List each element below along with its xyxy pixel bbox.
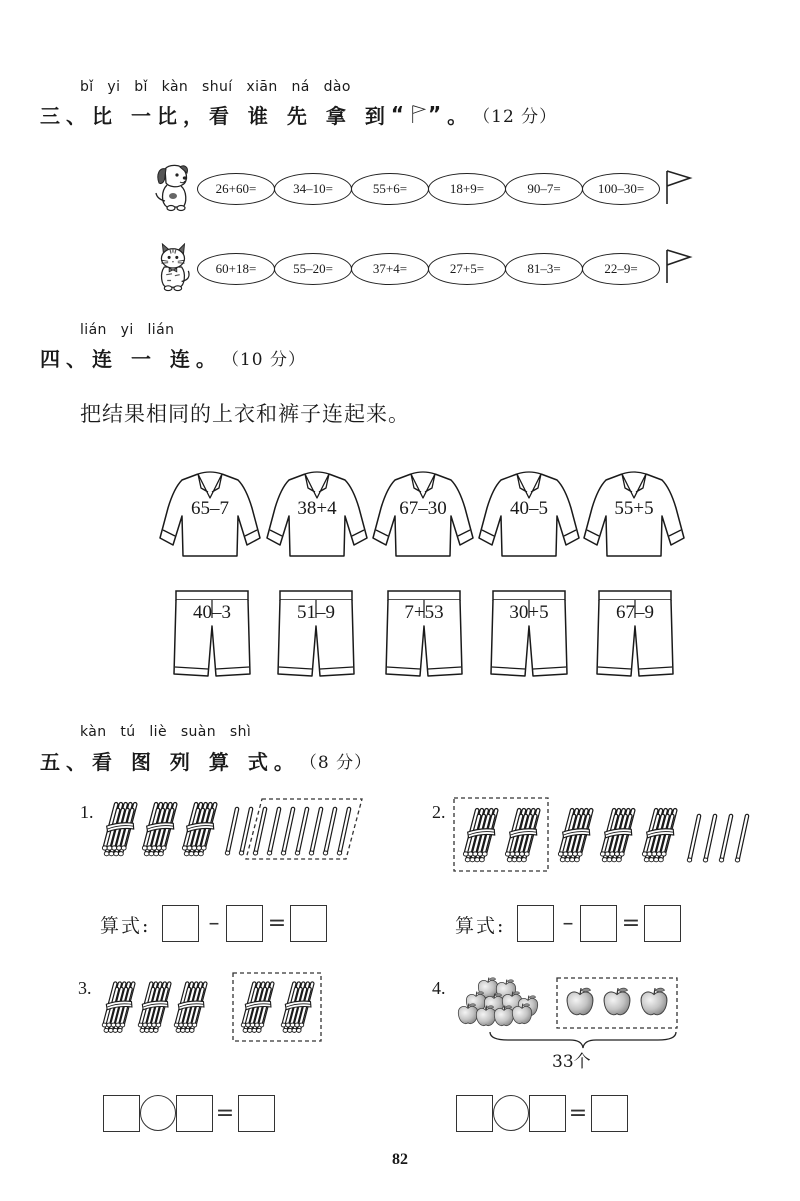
shirt-expression: 40–5 (510, 498, 548, 519)
stick-bundle (642, 810, 675, 861)
section-5-score: （8 分） (299, 752, 373, 773)
stick-bundle (241, 984, 272, 1033)
single-stick (687, 816, 699, 862)
answer-box[interactable] (290, 905, 327, 942)
expression-oval[interactable]: 18+9= (428, 173, 506, 205)
minus-sign: – (208, 911, 220, 936)
pants[interactable] (595, 588, 675, 680)
heading-period: 。 (447, 103, 474, 128)
item-4-picture (452, 966, 684, 1050)
single-stick (253, 809, 265, 855)
formula-label: 算式: (100, 915, 151, 937)
section-5-heading (40, 747, 372, 773)
single-stick (735, 816, 747, 862)
expression-oval[interactable]: 100–30= (582, 173, 660, 205)
shirt[interactable] (371, 468, 475, 560)
item-1-picture (96, 796, 371, 866)
single-stick (719, 816, 731, 862)
minus-sign: – (562, 911, 574, 936)
section-4-pinyin: lián yi lián (80, 322, 175, 338)
pants[interactable] (172, 588, 252, 680)
section-3-heading (40, 101, 557, 127)
stick-bundle (142, 804, 175, 855)
shirt-expression: 65–7 (191, 498, 229, 519)
item-number: 1. (80, 802, 94, 822)
stick-bundle (138, 984, 169, 1033)
section-3-score: （12 分） (473, 106, 558, 127)
expression-oval[interactable]: 55+6= (351, 173, 429, 205)
stick-bundle (600, 810, 633, 861)
section-5-title: 五、看 图 列 算 式。 (40, 749, 300, 774)
equals-sign: = (621, 911, 641, 936)
shirt[interactable] (582, 468, 686, 560)
open-quote: “ (390, 102, 410, 126)
flag-icon (664, 247, 694, 285)
single-stick (281, 809, 293, 855)
curly-brace (490, 1032, 676, 1048)
stick-bundle (281, 984, 312, 1033)
single-stick (337, 809, 349, 855)
answer-box[interactable] (644, 905, 681, 942)
stick-bundle (463, 810, 496, 861)
pants[interactable] (276, 588, 356, 680)
section-5-pinyin: kàn tú liè suàn shì (80, 724, 252, 740)
answer-box[interactable] (529, 1095, 566, 1132)
answer-box[interactable] (238, 1095, 275, 1132)
answer-box[interactable] (162, 905, 199, 942)
single-stick (267, 809, 279, 855)
answer-box[interactable] (456, 1095, 493, 1132)
section-4-heading (40, 344, 306, 370)
expression-oval[interactable]: 55–20= (274, 253, 352, 285)
stick-bundle (174, 984, 205, 1033)
equals-sign: = (215, 1101, 235, 1126)
single-stick (309, 809, 321, 855)
single-stick (225, 809, 237, 855)
expression-oval[interactable]: 22–9= (582, 253, 660, 285)
expression-oval[interactable]: 34–10= (274, 173, 352, 205)
expression-oval[interactable]: 60+18= (197, 253, 275, 285)
shirt[interactable] (158, 468, 262, 560)
shirt[interactable] (265, 468, 369, 560)
operator-circle[interactable] (493, 1095, 529, 1131)
pants-expression: 40–3 (193, 602, 231, 623)
answer-box[interactable] (591, 1095, 628, 1132)
stick-bundle (558, 810, 591, 861)
expression-oval[interactable]: 37+4= (351, 253, 429, 285)
item-2-picture (452, 796, 752, 874)
shirt-expression: 67–30 (399, 498, 447, 519)
flag-icon (411, 104, 427, 124)
expression-oval[interactable]: 27+5= (428, 253, 506, 285)
apple (604, 988, 630, 1015)
pants-expression: 7+53 (404, 602, 444, 623)
item-number: 2. (432, 802, 446, 822)
single-stick (295, 809, 307, 855)
section-4-score: （10 分） (221, 349, 306, 370)
expression-oval[interactable]: 90–7= (505, 173, 583, 205)
section-4-title: 四、连 一 连。 (40, 346, 222, 371)
item-3-picture (96, 970, 328, 1044)
apple-total-label: 33个 (552, 1052, 591, 1072)
expression-oval[interactable]: 81–3= (505, 253, 583, 285)
answer-box[interactable] (580, 905, 617, 942)
single-stick (323, 809, 335, 855)
stick-bundle (102, 984, 133, 1033)
answer-box[interactable] (103, 1095, 140, 1132)
item-number: 4. (432, 978, 446, 998)
answer-box[interactable] (226, 905, 263, 942)
item-number: 3. (78, 978, 92, 998)
answer-box[interactable] (176, 1095, 213, 1132)
shirt-expression: 55+5 (614, 498, 654, 519)
shirt[interactable] (477, 468, 581, 560)
pants-expression: 30+5 (509, 602, 549, 623)
pants-expression: 67–9 (616, 602, 654, 623)
page-number: 82 (392, 1151, 408, 1168)
stick-bundle (102, 804, 135, 855)
section-3-title: 三、比 一比，看 谁 先 拿 到 (40, 103, 391, 128)
dog-icon (151, 163, 197, 213)
flag-icon (664, 168, 694, 206)
pants[interactable] (489, 588, 569, 680)
answer-box[interactable] (517, 905, 554, 942)
cat-icon (149, 243, 195, 293)
stick-bundle (505, 810, 538, 861)
pants[interactable] (384, 588, 464, 680)
section-3-pinyin: bǐ yi bǐ kàn shuí xiān ná dào (80, 79, 351, 95)
shirt-expression: 38+4 (297, 498, 337, 519)
equals-sign: = (568, 1101, 588, 1126)
formula-label: 算式: (455, 915, 506, 937)
close-quote: ” (427, 102, 448, 126)
single-stick (703, 816, 715, 862)
pants-expression: 51–9 (297, 602, 335, 623)
stick-bundle (182, 804, 215, 855)
section-4-instruction: 把结果相同的上衣和裤子连起来。 (80, 402, 410, 426)
equals-sign: = (267, 911, 287, 936)
expression-oval[interactable]: 26+60= (197, 173, 275, 205)
apple (641, 988, 667, 1015)
apple (567, 988, 593, 1015)
operator-circle[interactable] (140, 1095, 176, 1131)
